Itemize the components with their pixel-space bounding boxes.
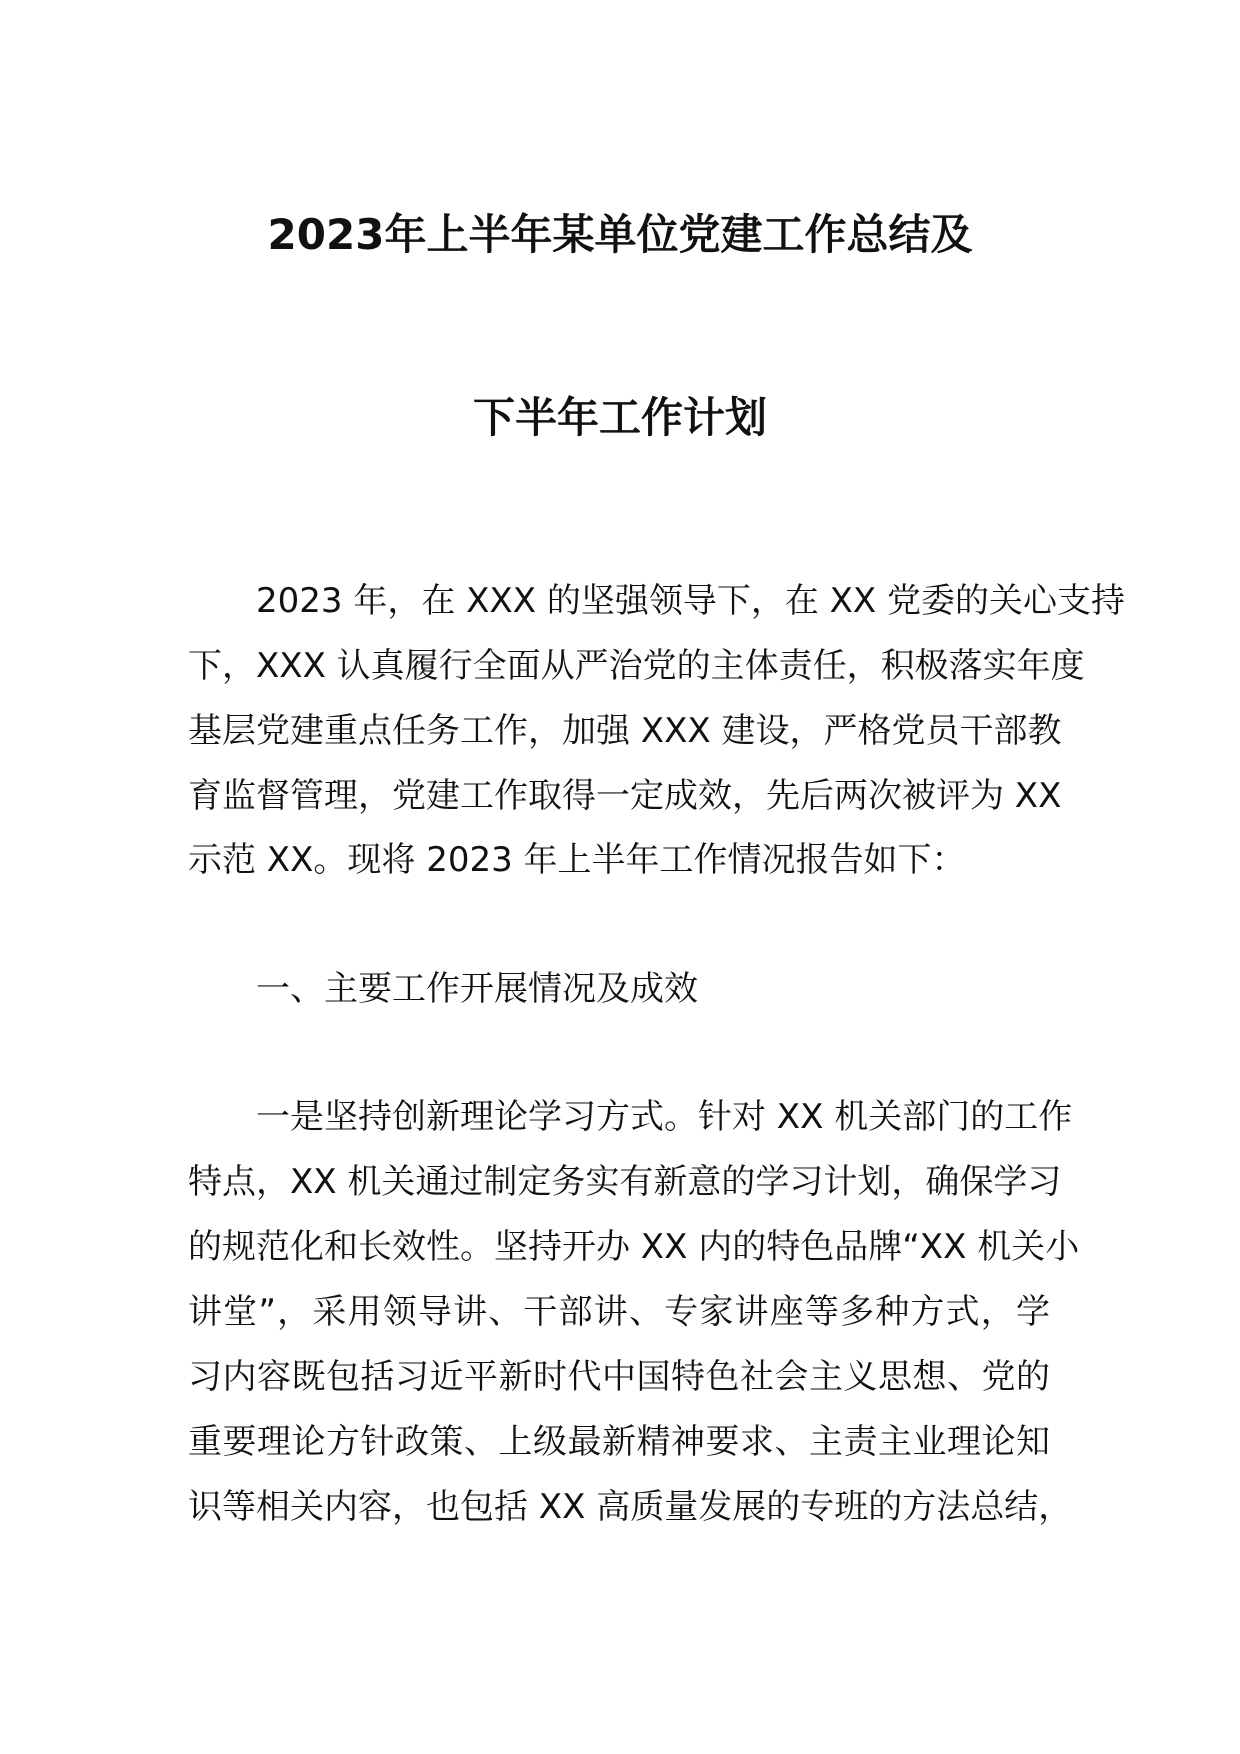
- paragraph-line: 一是坚持创新理论学习方式。针对 XX 机关部门的工作: [256, 1097, 1073, 1137]
- paragraph-line: 特点，XX 机关通过制定务实有新意的学习计划，确保学习: [188, 1162, 1062, 1202]
- section-heading: 一、主要工作开展情况及成效: [256, 969, 698, 1009]
- document-title-line-2: 下半年工作计划: [472, 393, 767, 442]
- paragraph-line: 2023 年，在 XXX 的坚强领导下，在 XX 党委的关心支持: [256, 581, 1126, 621]
- paragraph-line: 识等相关内容，也包括 XX 高质量发展的专班的方法总结，: [188, 1487, 1073, 1527]
- paragraph-line: 习内容既包括习近平新时代中国特色社会主义思想、党的: [188, 1357, 1050, 1397]
- paragraph-line: 讲堂”，采用领导讲、干部讲、专家讲座等多种方式，学: [188, 1292, 1050, 1332]
- paragraph-line: 示范 XX。现将 2023 年上半年工作情况报告如下：: [188, 840, 966, 880]
- document-title-line-1: 2023年上半年某单位党建工作总结及: [267, 210, 973, 259]
- paragraph-line: 下，XXX 认真履行全面从严治党的主体责任，积极落实年度: [188, 646, 1085, 686]
- paragraph-line: 的规范化和长效性。坚持开办 XX 内的特色品牌“XX 机关小: [188, 1227, 1080, 1267]
- paragraph-line: 基层党建重点任务工作，加强 XXX 建设，严格党员干部教: [188, 711, 1062, 751]
- paragraph-line: 育监督管理，党建工作取得一定成效，先后两次被评为 XX: [188, 776, 1062, 816]
- paragraph-line: 重要理论方针政策、上级最新精神要求、主责主业理论知: [188, 1422, 1050, 1462]
